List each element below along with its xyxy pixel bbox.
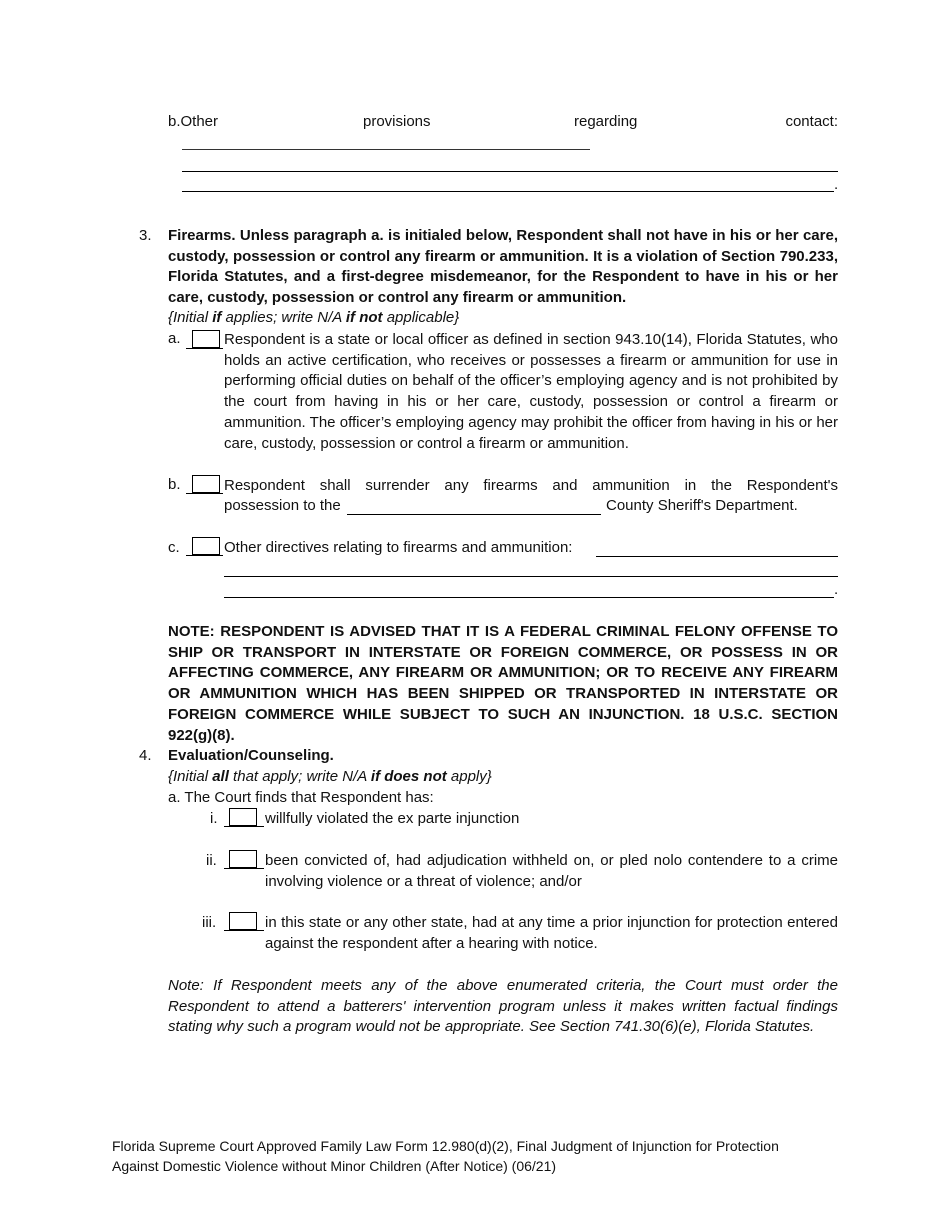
footer-line-1: Florida Supreme Court Approved Family Law Form 12.980(d)(2), Final Judgment of Injunction for Protection (112, 1138, 779, 1154)
evaluation-item-i-initial-field[interactable] (224, 808, 264, 827)
evaluation-item-ii-label: ii. (206, 852, 217, 869)
evaluation-item-i-text: willfully violated the ex parte injunction (265, 810, 520, 827)
firearms-item-b-label: b. (168, 476, 181, 493)
firearms-item-c-label: c. (168, 539, 180, 556)
other-provisions-blank-3[interactable] (182, 191, 834, 192)
other-provisions-row (168, 113, 838, 133)
batterers-program-note: Note: If Respondent meets any of the above enumerated criteria, the Court must order the Respondent to attend a batterers' intervention program unless it makes written factual findings stating why such a program would not be appropriate. See Section 741.30(6)(e), Florida Statutes. (168, 977, 838, 1036)
firearms-item-b-text-post: County Sheriff's Department. (606, 497, 798, 514)
firearms-item-c-text: Other directives relating to firearms and ammunition: (224, 539, 573, 556)
firearms-item-b-initial-field[interactable] (186, 475, 223, 494)
firearms-item-c-initial-box[interactable] (192, 537, 220, 555)
firearms-item-b-text-pre: possession to the (224, 497, 341, 514)
other-provisions-word-2: provisions (363, 113, 431, 130)
federal-felony-note: NOTE: RESPONDENT IS ADVISED THAT IT IS A FEDERAL CRIMINAL FELONY OFFENSE TO SHIP OR TRANSPORT IN INTERSTATE OR FOREIGN COMMERCE, OR POSSESS IN OR AFFECTING COMMERCE, ANY FIREARM OR AMMUNITION; OR TO RECEIVE ANY FIREARM OR AMMUNITION WHICH HAS BEEN SHIPPED OR TRANSPORTED IN INTERSTATE OR FOREIGN COMMERCE WHILE SUBJECT TO SUCH AN INJUNCTION. 18 U.S.C. SECTION 922(g)(8). (168, 623, 838, 744)
section-3-number: 3. (139, 227, 152, 244)
evaluation-heading: Evaluation/Counseling. (168, 747, 334, 764)
firearms-item-b-text-1: Respondent shall surrender any firearms and ammunition in the Respondent's (224, 477, 838, 494)
firearms-item-a-initial-field[interactable] (186, 330, 223, 349)
evaluation-instruction (168, 768, 492, 785)
firearms-item-a-text (224, 330, 838, 454)
firearms-directives-blank-3[interactable] (224, 597, 834, 598)
evaluation-instruction-part-1: {Initial (168, 768, 213, 785)
firearms-instruction (168, 309, 459, 326)
evaluation-item-ii-text: been convicted of, had adjudication withheld on, or pled nolo contendere to a crime involving violence or a threat of violence; and/or (265, 852, 838, 890)
evaluation-instruction-part-5: apply} (446, 768, 492, 785)
evaluation-item-iii-initial-field[interactable] (224, 912, 264, 931)
evaluation-item-i-label: i. (210, 810, 218, 827)
firearms-instruction-part-4: if not (345, 309, 383, 326)
firearms-instruction-part-3: applies; write N/A (221, 309, 346, 326)
form-footer (112, 1136, 852, 1176)
firearms-item-a-initial-box[interactable] (192, 330, 220, 348)
other-provisions-blank-2[interactable] (182, 171, 838, 172)
firearms-heading: Firearms. Unless paragraph a. is initialed below, Respondent shall not have in his or her care, custody, possession or control any firearm or ammunition. It is a violation of Section 790.233, Florida Statutes, and a first-degree misdemeanor, for the Respondent to have in his or her care, custody, possession or control any firearm or ammunition. (168, 227, 838, 307)
footer-line-2: Against Domestic Violence without Minor Children (After Notice) (06/21) (112, 1158, 557, 1174)
firearms-instruction-part-5: applicable} (382, 309, 460, 326)
firearms-item-b-line-1 (224, 476, 838, 497)
evaluation-instruction-part-3: that apply; write N/A (228, 768, 371, 785)
firearms-instruction-part-2: if (212, 309, 222, 326)
other-provisions-period: . (834, 176, 839, 193)
evaluation-item-ii-initial-box[interactable] (229, 850, 257, 868)
evaluation-item-ii-initial-field[interactable] (224, 850, 264, 869)
other-provisions-word-1: b.Other (168, 113, 219, 130)
evaluation-instruction-part-4: if does not (370, 768, 447, 785)
other-provisions-word-3: regarding (574, 113, 638, 130)
firearms-directives-blank-1[interactable] (596, 556, 838, 557)
firearms-directives-blank-2[interactable] (224, 576, 838, 577)
firearms-item-a-label: a. (168, 330, 181, 347)
evaluation-instruction-part-2: all (212, 768, 229, 785)
firearms-directives-period: . (834, 581, 839, 598)
other-provisions-word-4: contact: (785, 113, 838, 130)
firearms-item-a-body: Respondent is a state or local officer as defined in section 943.10(14), Florida Statutes, who holds an active certification, who receives or possesses a firearm or ammunition for use in performing official duties on behalf of the officer’s employing agency and is not prohibited by the court from having in his or her care, custody, possession or control a firearm or ammunition. The officer’s employing agency may prohibit the officer from having in his or her care, custody, possession or control a firearm or ammunition. (224, 331, 838, 452)
evaluation-item-iii-text: in this state or any other state, had at any time a prior injunction for protection entered against the respondent after a hearing with notice. (265, 914, 838, 952)
firearms-instruction-part-1: {Initial (168, 309, 213, 326)
court-finds-text: a. The Court finds that Respondent has: (168, 789, 434, 806)
section-4-number: 4. (139, 747, 152, 764)
firearms-item-b-initial-box[interactable] (192, 475, 220, 493)
firearms-item-c-initial-field[interactable] (186, 537, 223, 556)
evaluation-item-iii-label: iii. (202, 914, 217, 931)
county-name-blank[interactable] (347, 514, 601, 515)
evaluation-item-iii-initial-box[interactable] (229, 912, 257, 930)
other-provisions-blank-1[interactable] (182, 149, 590, 150)
evaluation-item-i-initial-box[interactable] (229, 808, 257, 826)
